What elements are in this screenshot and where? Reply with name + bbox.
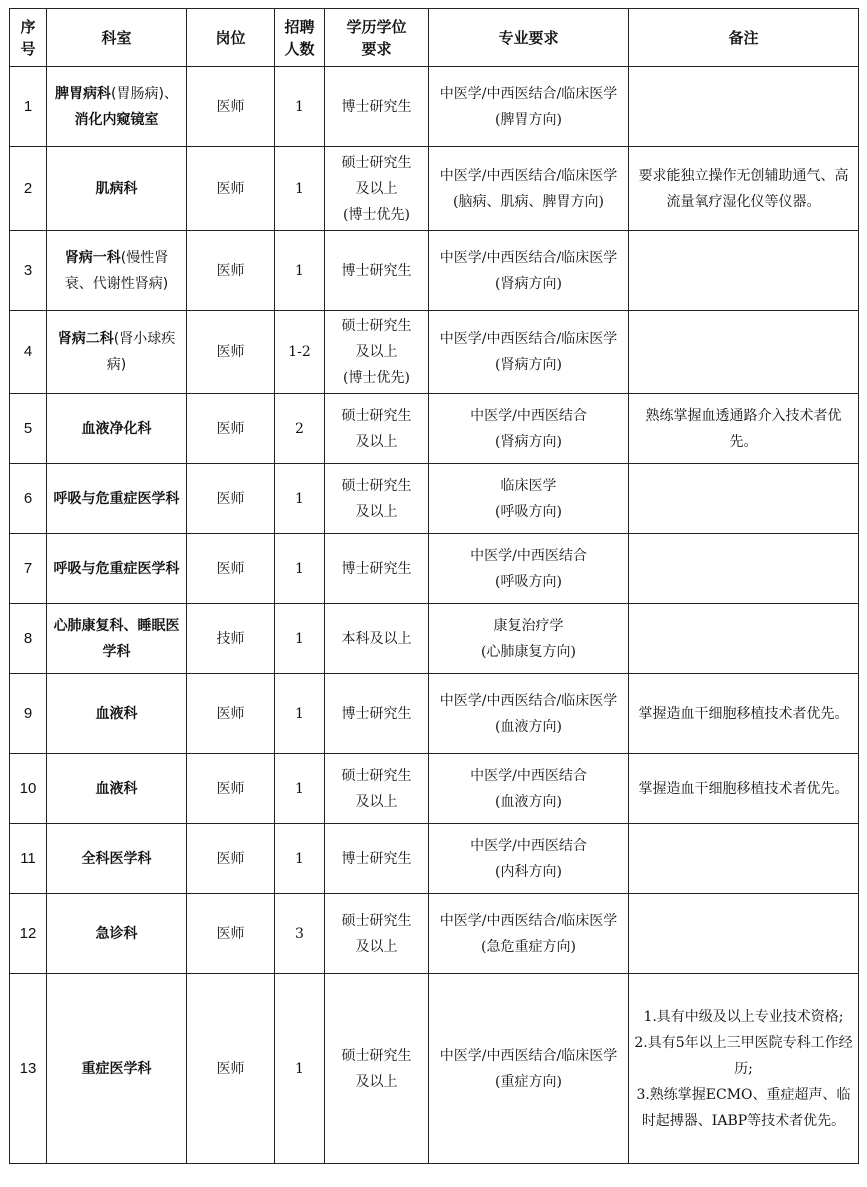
row-major (429, 604, 629, 674)
row-edu (325, 311, 429, 394)
header-dept: 科室 (47, 9, 187, 67)
edu-line: 硕士研究生 (341, 1047, 412, 1064)
row-post: 医师 (187, 464, 275, 534)
row-edu (325, 231, 429, 311)
row-post: 医师 (187, 754, 275, 824)
row-major (429, 894, 629, 974)
major-line: 中医学/中西医结合/临床医学 (439, 167, 618, 184)
row-seq: 6 (10, 464, 47, 534)
dept-subtitle: (胃肠病)、 (111, 85, 178, 102)
row-note (629, 464, 859, 534)
row-major (429, 974, 629, 1164)
row-dept (47, 311, 187, 394)
dept-name: 全科医学科 (81, 850, 152, 867)
dept-name: 呼吸与危重症医学科 (53, 560, 180, 577)
major-line: 中医学/中西医结合 (470, 767, 587, 784)
header-seq: 序号 (10, 9, 47, 67)
note-line: 3.熟练掌握ECMO、重症超声、临时起搏器、IABP等技术者优先。 (636, 1086, 851, 1129)
dept-name: 急诊科 (95, 925, 138, 942)
major-line: 中医学/中西医结合/临床医学 (439, 331, 618, 347)
row-major (429, 394, 629, 464)
edu-line: 及以上 (355, 503, 398, 520)
major-line: 中医学/中西医结合/临床医学 (439, 692, 618, 709)
header-post: 岗位 (187, 9, 275, 67)
row-seq: 4 (10, 311, 47, 394)
edu-line: 硕士研究生 (341, 154, 412, 171)
table-row (10, 534, 859, 604)
row-seq: 2 (10, 147, 47, 231)
major-line: (呼吸方向) (495, 573, 562, 590)
edu-line: 本科及以上 (341, 630, 412, 647)
edu-line: 博士研究生 (341, 262, 412, 279)
major-line: 临床医学 (500, 477, 557, 494)
row-count: 1 (275, 824, 325, 894)
row-post: 医师 (187, 394, 275, 464)
table-row (10, 464, 859, 534)
major-line: (肾病方向) (495, 275, 562, 292)
row-note (629, 824, 859, 894)
dept-name: 肾病二科 (57, 331, 114, 347)
row-post: 技师 (187, 604, 275, 674)
note-line: 1.具有中级及以上专业技术资格; (643, 1008, 844, 1025)
row-dept (47, 894, 187, 974)
row-note (629, 67, 859, 147)
table-row (10, 231, 859, 311)
table-row (10, 67, 859, 147)
row-seq: 8 (10, 604, 47, 674)
row-seq: 5 (10, 394, 47, 464)
row-dept (47, 674, 187, 754)
major-line: 中医学/中西医结合 (470, 837, 587, 854)
row-post: 医师 (187, 231, 275, 311)
header-major: 专业要求 (429, 9, 629, 67)
row-count: 1-2 (275, 311, 325, 394)
row-count: 1 (275, 231, 325, 311)
row-count: 1 (275, 67, 325, 147)
table-row (10, 394, 859, 464)
row-edu (325, 674, 429, 754)
row-seq: 1 (10, 67, 47, 147)
edu-line: 博士研究生 (341, 705, 412, 722)
table-row (10, 311, 859, 394)
edu-line: 硕士研究生 (341, 318, 412, 334)
dept-name: 脾胃病科 (55, 85, 112, 102)
dept-name: 血液净化科 (81, 420, 152, 437)
row-count: 1 (275, 974, 325, 1164)
edu-line: 硕士研究生 (341, 477, 412, 494)
edu-line: 硕士研究生 (341, 767, 412, 784)
row-dept (47, 464, 187, 534)
row-major (429, 311, 629, 394)
edu-line: (博士优先) (343, 206, 410, 223)
table-row (10, 604, 859, 674)
row-seq: 12 (10, 894, 47, 974)
row-seq: 9 (10, 674, 47, 754)
row-note (629, 534, 859, 604)
edu-line: 及以上 (355, 180, 398, 197)
row-major (429, 147, 629, 231)
row-edu (325, 534, 429, 604)
row-seq: 13 (10, 974, 47, 1164)
row-note (629, 311, 859, 394)
row-dept (47, 604, 187, 674)
dept-name: 肌病科 (95, 180, 138, 197)
row-edu (325, 754, 429, 824)
note-line: 熟练掌握血透通路介入技术者优先。 (645, 407, 842, 450)
major-line: 中医学/中西医结合 (470, 547, 587, 564)
row-note (629, 754, 859, 824)
dept-name: 心肺康复科、睡眠医学科 (53, 617, 180, 660)
dept-subtitle: (肾小球疾病) (106, 331, 176, 373)
header-row (10, 9, 859, 67)
row-count: 1 (275, 754, 325, 824)
row-count: 1 (275, 604, 325, 674)
edu-line: 博士研究生 (341, 560, 412, 577)
edu-line: 及以上 (355, 344, 398, 360)
note-line: 掌握造血干细胞移植技术者优先。 (638, 780, 849, 797)
major-line: (呼吸方向) (495, 503, 562, 520)
row-dept (47, 231, 187, 311)
row-major (429, 824, 629, 894)
row-major (429, 534, 629, 604)
row-major (429, 674, 629, 754)
edu-line: 博士研究生 (341, 850, 412, 867)
row-edu (325, 974, 429, 1164)
major-line: (肾病方向) (495, 357, 562, 373)
row-note (629, 674, 859, 754)
row-seq: 7 (10, 534, 47, 604)
dept-name-secondary: 消化内窥镜室 (74, 111, 159, 128)
major-line: (脾胃方向) (495, 111, 562, 128)
major-line: 中医学/中西医结合/临床医学 (439, 249, 618, 266)
row-seq: 10 (10, 754, 47, 824)
row-count: 1 (275, 534, 325, 604)
edu-line: (博士优先) (343, 370, 410, 386)
row-edu (325, 824, 429, 894)
row-note (629, 147, 859, 231)
dept-name: 血液科 (95, 705, 138, 722)
header-note: 备注 (629, 9, 859, 67)
table-row (10, 147, 859, 231)
major-line: 康复治疗学 (493, 617, 564, 634)
row-edu (325, 894, 429, 974)
row-edu (325, 67, 429, 147)
major-line: 中医学/中西医结合 (470, 407, 587, 424)
row-edu (325, 464, 429, 534)
row-edu (325, 394, 429, 464)
row-dept (47, 147, 187, 231)
row-note (629, 894, 859, 974)
row-major (429, 67, 629, 147)
row-dept (47, 67, 187, 147)
row-note (629, 394, 859, 464)
row-post: 医师 (187, 674, 275, 754)
major-line: (内科方向) (495, 863, 562, 880)
row-edu (325, 604, 429, 674)
header-count: 招聘人数 (275, 9, 325, 67)
edu-line: 及以上 (355, 1073, 398, 1090)
row-post: 医师 (187, 974, 275, 1164)
row-dept (47, 394, 187, 464)
row-major (429, 231, 629, 311)
major-line: 中医学/中西医结合/临床医学 (439, 912, 618, 929)
table-row (10, 894, 859, 974)
row-post: 医师 (187, 147, 275, 231)
row-major (429, 464, 629, 534)
row-dept (47, 824, 187, 894)
edu-line: 及以上 (355, 433, 398, 450)
header-edu: 学历学位要求 (325, 9, 429, 67)
row-seq: 11 (10, 824, 47, 894)
edu-line: 硕士研究生 (341, 407, 412, 424)
row-count: 1 (275, 464, 325, 534)
row-note (629, 231, 859, 311)
row-count: 2 (275, 394, 325, 464)
row-note (629, 974, 859, 1164)
row-seq: 3 (10, 231, 47, 311)
edu-line: 及以上 (355, 793, 398, 810)
dept-name: 血液科 (95, 780, 138, 797)
edu-line: 硕士研究生 (341, 912, 412, 929)
dept-name: 呼吸与危重症医学科 (53, 490, 180, 507)
dept-subtitle: (慢性肾衰、代谢性肾病) (64, 249, 169, 292)
major-line: (血液方向) (495, 793, 562, 810)
row-count: 1 (275, 674, 325, 754)
note-line: 要求能独立操作无创辅助通气、高流量氧疗湿化仪等仪器。 (638, 167, 849, 210)
note-line: 2.具有5年以上三甲医院专科工作经历; (634, 1034, 853, 1077)
table-row (10, 754, 859, 824)
major-line: (肾病方向) (495, 433, 562, 450)
major-line: (脑病、肌病、脾胃方向) (453, 193, 604, 210)
row-note (629, 604, 859, 674)
row-count: 3 (275, 894, 325, 974)
note-line: 掌握造血干细胞移植技术者优先。 (638, 705, 849, 722)
row-post: 医师 (187, 824, 275, 894)
row-post: 医师 (187, 894, 275, 974)
major-line: 中医学/中西医结合/临床医学 (439, 1047, 618, 1064)
major-line: (重症方向) (495, 1073, 562, 1090)
major-line: (血液方向) (495, 718, 562, 735)
row-count: 1 (275, 147, 325, 231)
major-line: (急危重症方向) (481, 938, 576, 955)
dept-name: 重症医学科 (81, 1060, 152, 1077)
table-row (10, 824, 859, 894)
major-line: (心肺康复方向) (481, 643, 576, 660)
row-edu (325, 147, 429, 231)
table-row (10, 674, 859, 754)
dept-name: 肾病一科 (64, 249, 121, 266)
row-post: 医师 (187, 311, 275, 394)
table-row (10, 974, 859, 1164)
row-post: 医师 (187, 534, 275, 604)
edu-line: 博士研究生 (341, 98, 412, 115)
row-major (429, 754, 629, 824)
row-dept (47, 974, 187, 1164)
edu-line: 及以上 (355, 938, 398, 955)
row-post: 医师 (187, 67, 275, 147)
row-dept (47, 534, 187, 604)
recruitment-table (9, 8, 859, 1164)
row-dept (47, 754, 187, 824)
major-line: 中医学/中西医结合/临床医学 (439, 85, 618, 102)
